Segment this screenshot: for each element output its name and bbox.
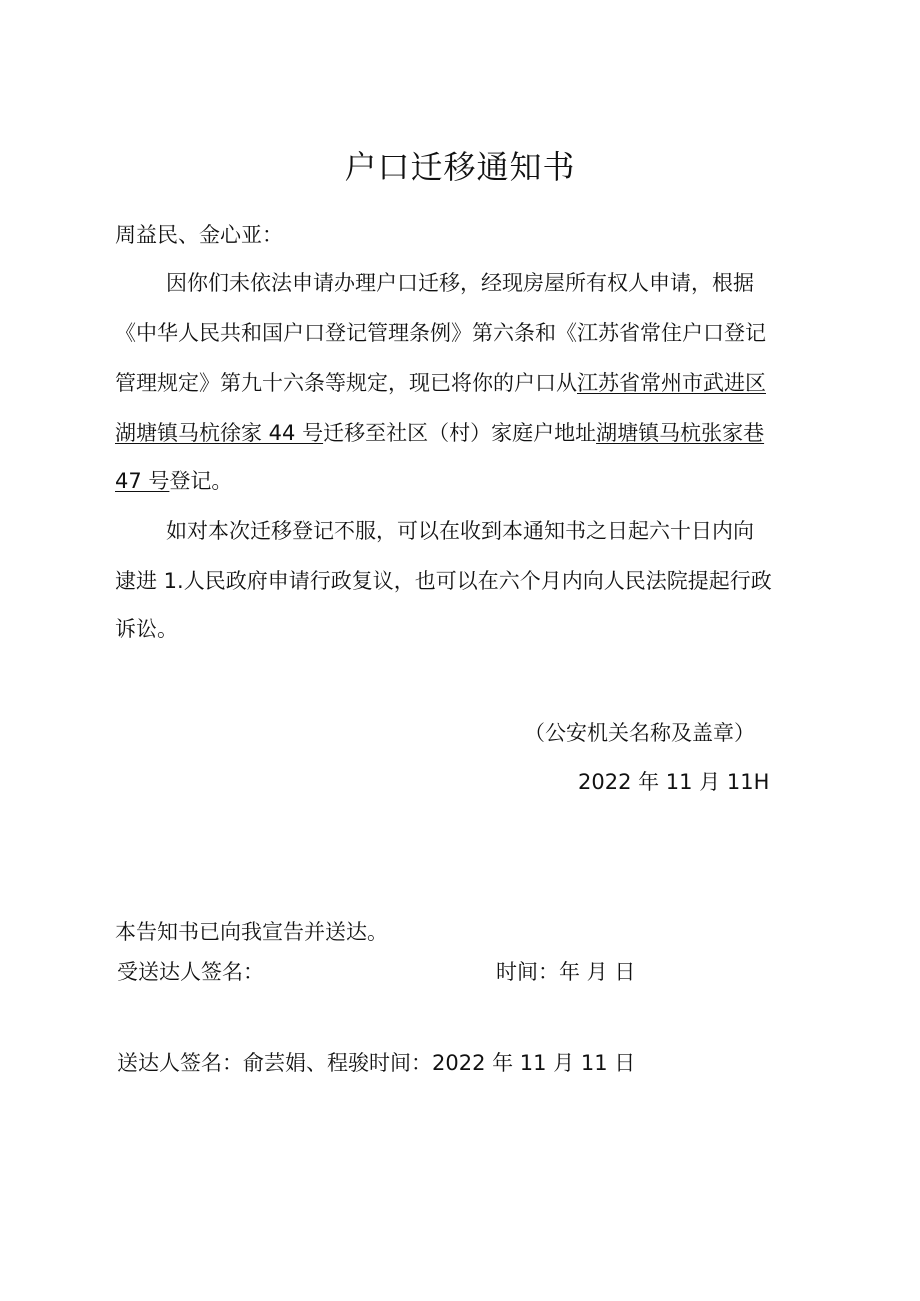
recipient-signature-label: 受送达人签名： (117, 960, 264, 984)
paragraph-1-line-4 (115, 418, 764, 448)
paragraph-1-line-3-text: 管理规定》第九十六条等规定，现已将你的户口从 (115, 371, 577, 395)
destination-address-part-2: 47 号 (115, 469, 170, 493)
paragraph-1-line-5 (115, 466, 232, 496)
paragraph-2-line-1: 如对本次迁移登记不服，可以在收到本通知书之日起六十日内向 (166, 519, 754, 543)
paragraph-1-line-5-text: 登记。 (169, 469, 233, 493)
issue-date: 2022 年 11 月 11H (578, 770, 770, 794)
destination-address-part-1: 湖塘镇马杭张家巷 (596, 421, 765, 445)
paragraph-1-line-2: 《中华人民共和国户口登记管理条例》第六条和《江苏省常住户口登记 (115, 321, 766, 345)
origin-address-part-1: 江苏省常州市武进区 (577, 371, 766, 395)
paragraph-2-line-3: 诉讼。 (115, 617, 178, 641)
receipt-statement: 本告知书已向我宣告并送达。 (115, 920, 388, 944)
paragraph-2-line-2: 逮进 1.人民政府申请行政复议，也可以在六个月内向人民法院提起行政 (115, 569, 772, 593)
page-title: 户口迁移通知书 (344, 148, 576, 186)
origin-address-part-2: 湖塘镇马杭徐家 44 号 (115, 421, 324, 445)
paragraph-1-line-3 (115, 368, 766, 398)
paragraph-1-line-4-text: 迁移至社区（村）家庭户地址 (323, 421, 597, 445)
server-signature-line: 送达人签名：俞芸娟、程骏时间：2022 年 11 月 11 日 (117, 1051, 636, 1075)
authority-seal-note: （公安机关名称及盖章） (524, 721, 755, 745)
paragraph-1-line-1: 因你们未依法申请办理户口迁移，经现房屋所有权人申请，根据 (166, 271, 754, 295)
recipient-time-label: 时间：年 月 日 (496, 960, 636, 984)
salutation: 周益民、金心亚： (115, 223, 283, 247)
